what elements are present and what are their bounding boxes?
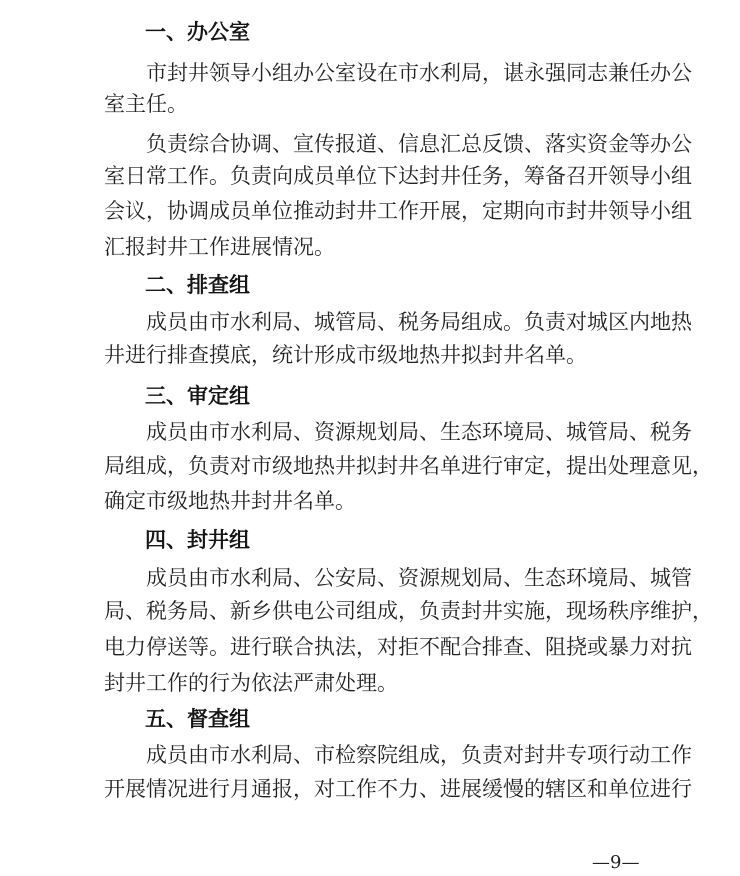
section-heading-supervision: 五、督查组 (145, 707, 250, 731)
paragraph-line: 成员由市水利局、公安局、资源规划局、生态环境局、城管 (146, 566, 692, 590)
paragraph-line: 室日常工作。负责向成员单位下达封井任务，筹备召开领导小组 (104, 164, 692, 188)
paragraph-line: 会议，协调成员单位推动封井工作开展，定期向市封井领导小组 (104, 199, 692, 223)
section-heading-inspection: 二、排查组 (145, 273, 250, 297)
section-heading-review: 三、审定组 (145, 384, 250, 408)
paragraph-line: 局、税务局、新乡供电公司组成，负责封井实施，现场秩序维护， (104, 599, 713, 623)
section-heading-office: 一、办公室 (145, 20, 250, 44)
paragraph-line: 成员由市水利局、资源规划局、生态环境局、城管局、税务 (146, 420, 692, 444)
paragraph-line: 局组成，负责对市级地热井拟封井名单进行审定，提出处理意见， (104, 454, 713, 478)
page-number: —9— (592, 852, 640, 873)
paragraph-line: 室主任。 (104, 92, 188, 116)
paragraph-line: 井进行排查摸底，统计形成市级地热井拟封井名单。 (104, 343, 587, 367)
paragraph-line: 电力停送等。进行联合执法，对拒不配合排查、阻挠或暴力对抗 (104, 635, 692, 659)
paragraph-line: 成员由市水利局、市检察院组成，负责对封井专项行动工作 (146, 743, 692, 767)
paragraph-line: 成员由市水利局、城管局、税务局组成。负责对城区内地热 (146, 310, 692, 334)
paragraph-line: 市封井领导小组办公室设在市水利局，谌永强同志兼任办公 (146, 61, 692, 85)
paragraph-line: 负责综合协调、宣传报道、信息汇总反馈、落实资金等办公 (146, 132, 692, 156)
paragraph-line: 汇报封井工作进展情况。 (104, 235, 335, 259)
paragraph-line: 确定市级地热井封井名单。 (104, 489, 356, 513)
section-heading-sealing: 四、封井组 (145, 528, 250, 552)
paragraph-line: 封井工作的行为依法严肃处理。 (104, 671, 398, 695)
paragraph-line: 开展情况进行月通报，对工作不力、进展缓慢的辖区和单位进行 (104, 777, 692, 801)
